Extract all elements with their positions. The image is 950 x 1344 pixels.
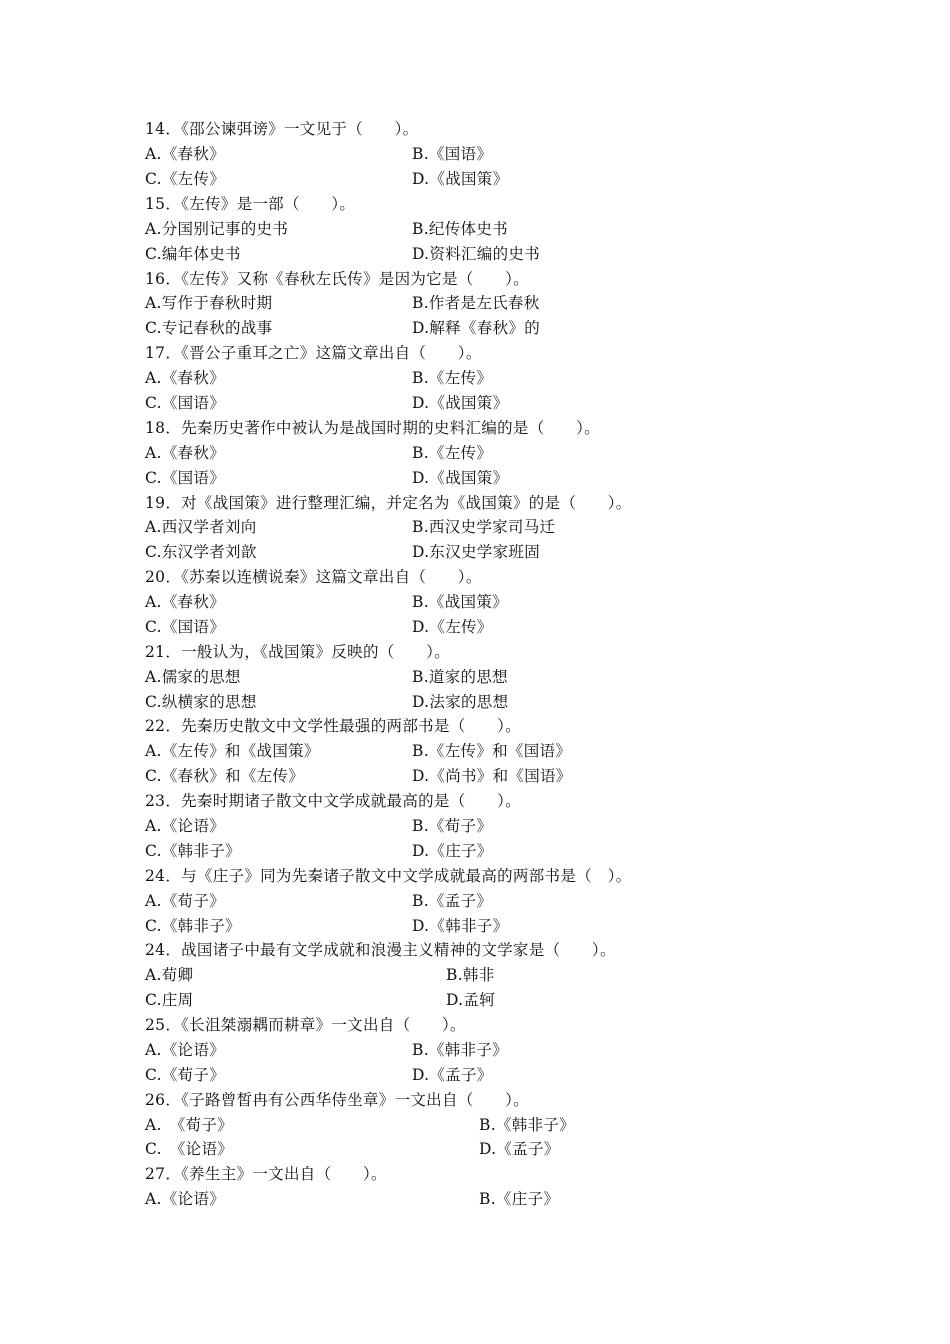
option-b: B.《孟子》	[412, 892, 493, 910]
question-stem: 24．战国诸子中最有文学成就和浪漫主义精神的文学家是（ ）。	[145, 941, 616, 959]
option-c: C.东汉学者刘歆	[145, 543, 257, 561]
option-a: A.《荀子》	[145, 892, 225, 910]
option-a: A.《左传》和《战国策》	[145, 742, 320, 760]
option-c: C.《春秋》和《左传》	[145, 767, 305, 785]
option-b: B.《荀子》	[412, 817, 493, 835]
option-c: C.纵横家的思想	[145, 693, 257, 711]
option-a: A.《春秋》	[145, 593, 225, 611]
question-stem: 16．《左传》又称《春秋左氏传》是因为它是（ ）。	[145, 270, 530, 288]
option-a: A. 《荀子》	[145, 1116, 233, 1134]
option-a: A.《论语》	[145, 1190, 225, 1208]
option-b: B.《战国策》	[412, 593, 508, 611]
option-a: A.《论语》	[145, 1041, 225, 1059]
option-a: A.写作于春秋时期	[145, 294, 273, 312]
option-a: A.荀卿	[145, 966, 194, 984]
question-stem: 25．《长沮桀溺耦而耕章》一文出自（ ）。	[145, 1016, 466, 1034]
question-stem: 21．一般认为，《战国策》反映的（ ）。	[145, 643, 451, 661]
option-a: A.儒家的思想	[145, 668, 241, 686]
option-b: B.《左传》	[412, 369, 493, 387]
option-d: D.法家的思想	[412, 693, 509, 711]
option-c: C.专记春秋的战事	[145, 319, 273, 337]
option-b: B.《国语》	[412, 145, 493, 163]
option-b: B.《左传》	[412, 444, 493, 462]
question-stem: 22．先秦历史散文中文学性最强的两部书是（ ）。	[145, 717, 521, 735]
option-c: C.《荀子》	[145, 1066, 226, 1084]
option-d: D.《战国策》	[412, 469, 509, 487]
question-stem: 24．与《庄子》同为先秦诸子散文中文学成就最高的两部书是（ ）。	[145, 867, 632, 885]
option-b: B.《韩非子》	[412, 1041, 508, 1059]
option-b: B.韩非	[446, 966, 495, 984]
option-a: A.《春秋》	[145, 369, 225, 387]
option-c: C.《韩非子》	[145, 842, 241, 860]
question-stem: 19．对《战国策》进行整理汇编，并定名为《战国策》的是（ ）。	[145, 494, 632, 512]
option-b: B.《庄子》	[479, 1190, 560, 1208]
option-d: D.《左传》	[412, 618, 493, 636]
option-c: C.《国语》	[145, 394, 226, 412]
option-d: D.解释《春秋》的	[412, 319, 541, 337]
option-d: D.《孟子》	[412, 1066, 493, 1084]
option-a: A.《春秋》	[145, 444, 225, 462]
option-b: B.纪传体史书	[412, 220, 508, 238]
option-b: B.西汉史学家司马迁	[412, 518, 556, 536]
option-b: B.道家的思想	[412, 668, 508, 686]
option-a: A.《春秋》	[145, 145, 225, 163]
question-stem: 20．《苏秦以连横说秦》这篇文章出自（ ）。	[145, 568, 482, 586]
option-c: C.《左传》	[145, 170, 226, 188]
question-stem: 15．《左传》是一部（ ）。	[145, 195, 356, 213]
option-d: D.《战国策》	[412, 394, 509, 412]
option-b: B.《韩非子》	[479, 1116, 575, 1134]
question-stem: 18．先秦历史著作中被认为是战国时期的史料汇编的是（ ）。	[145, 419, 600, 437]
option-a: A.《论语》	[145, 817, 225, 835]
option-c: C.《国语》	[145, 469, 226, 487]
question-stem: 27．《养生主》一文出自（ ）。	[145, 1165, 387, 1183]
question-stem: 17．《晋公子重耳之亡》这篇文章出自（ ）。	[145, 344, 482, 362]
option-a: A.分国别记事的史书	[145, 220, 289, 238]
option-c: C. 《论语》	[145, 1140, 234, 1158]
option-d: D.孟轲	[446, 991, 496, 1009]
option-d: D.《韩非子》	[412, 917, 509, 935]
option-a: A.西汉学者刘向	[145, 518, 257, 536]
option-c: C.庄周	[145, 991, 194, 1009]
option-d: D.《尚书》和《国语》	[412, 767, 572, 785]
question-stem: 23．先秦时期诸子散文中文学成就最高的是（ ）。	[145, 792, 521, 810]
option-d: D.《战国策》	[412, 170, 509, 188]
option-d: D.东汉史学家班固	[412, 543, 541, 561]
option-c: C.《韩非子》	[145, 917, 241, 935]
option-d: D.《庄子》	[412, 842, 493, 860]
option-c: C.编年体史书	[145, 245, 241, 263]
question-stem: 14．《邵公谏弭谤》一文见于（ ）。	[145, 120, 419, 138]
option-b: B.《左传》和《国语》	[412, 742, 572, 760]
option-b: B.作者是左氏春秋	[412, 294, 540, 312]
option-d: D.资料汇编的史书	[412, 245, 541, 263]
option-d: D.《孟子》	[479, 1140, 560, 1158]
question-stem: 26．《子路曾皙冉有公西华侍坐章》一文出自（ ）。	[145, 1091, 530, 1109]
option-c: C.《国语》	[145, 618, 226, 636]
